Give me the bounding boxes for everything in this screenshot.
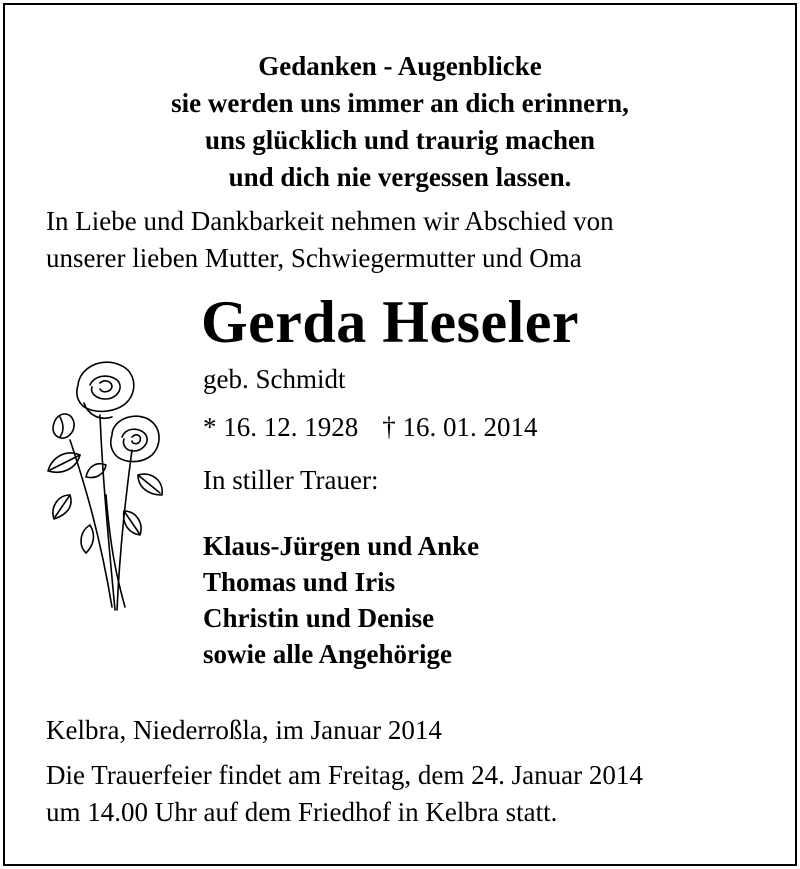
memorial-verse [0,48,800,196]
verse-line: uns glücklich und traurig machen [204,125,596,155]
funeral-line: um 14.00 Uhr auf dem Friedhof in Kelbra statt. [46,797,558,827]
funeral-line: Die Trauerfeier findet am Freitag, dem 24. Januar 2014 [46,760,643,790]
family-list [203,528,479,672]
funeral-info [46,757,643,831]
intro-line: unserer lieben Mutter, Schwiegermutter und Oma [46,243,582,273]
intro-line: In Liebe und Dankbarkeit nehmen wir Abschied von [46,206,614,236]
deceased-name: Gerda Heseler [201,289,580,355]
farewell-intro [46,203,614,277]
family-member: Thomas und Iris [203,567,396,597]
verse-line: Gedanken - Augenblicke [258,51,542,81]
family-member: Christin und Denise [203,603,435,633]
family-member: Klaus-Jürgen und Anke [203,531,480,561]
family-member: sowie alle Angehörige [203,639,452,669]
verse-line: und dich nie vergessen lassen. [228,162,572,192]
life-dates [203,410,538,444]
roses-illustration [40,345,170,615]
birth-date: * 16. 12. 1928 [203,412,359,442]
place-date: Kelbra, Niederroßla, im Januar 2014 [46,715,442,745]
birth-name: geb. Schmidt [203,364,346,394]
verse-line: sie werden uns immer an dich erinnern, [171,88,629,118]
mourning-label: In stiller Trauer: [203,465,379,495]
death-date: † 16. 01. 2014 [382,412,538,442]
